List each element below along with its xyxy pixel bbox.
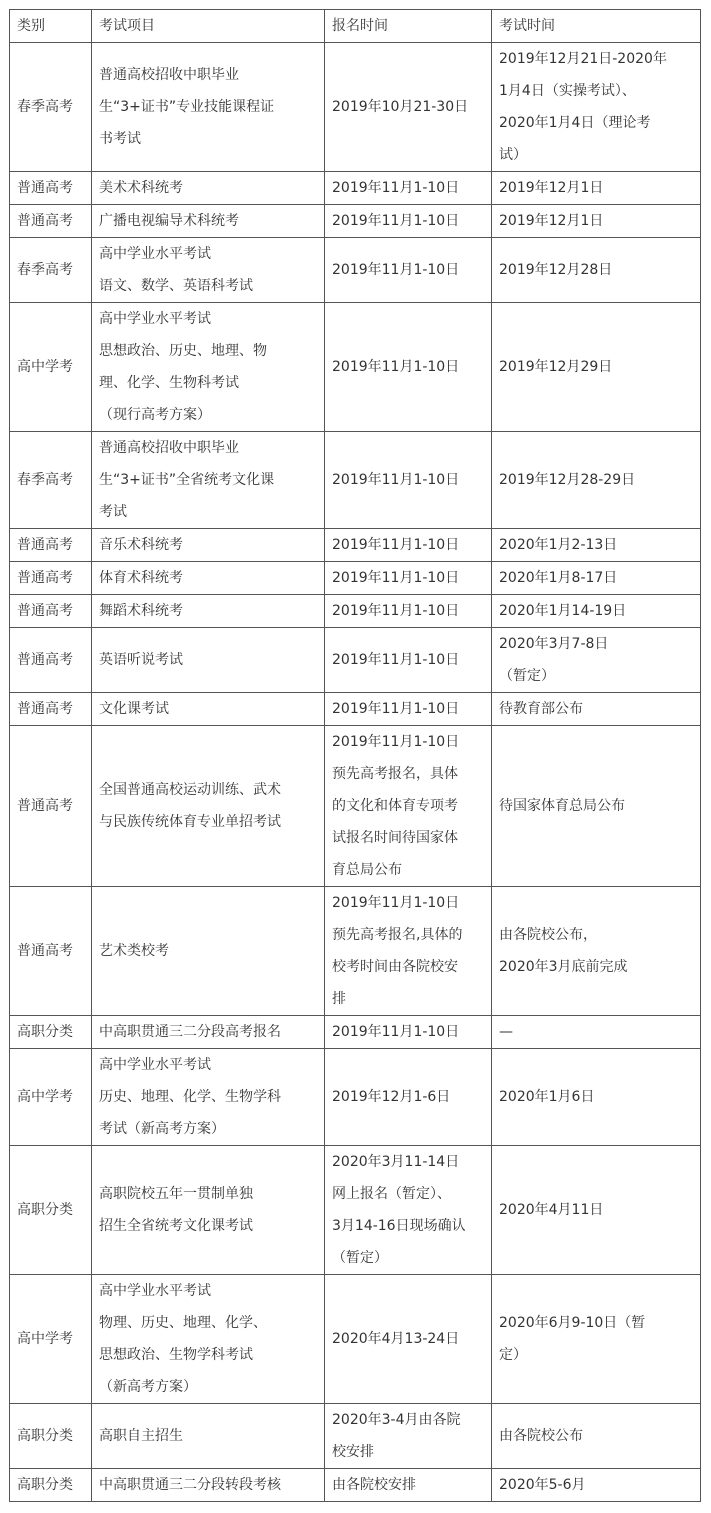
cell-category: 高职分类 (10, 1016, 92, 1049)
cell-exam: 2020年1月14-19日 (492, 595, 701, 628)
cell-category: 普通高考 (10, 172, 92, 205)
cell-registration: 2019年11月1-10日 (325, 1016, 492, 1049)
cell-registration: 2019年11月1-10日 (325, 205, 492, 238)
cell-registration: 2019年11月1-10日 (325, 238, 492, 303)
cell-item: 美术术科统考 (92, 172, 325, 205)
cell-registration: 2019年11月1-10日 (325, 432, 492, 529)
cell-registration: 2020年3-4月由各院 校安排 (325, 1404, 492, 1469)
cell-item: 文化课考试 (92, 693, 325, 726)
cell-registration: 2020年4月13-24日 (325, 1275, 492, 1404)
cell-item: 英语听说考试 (92, 628, 325, 693)
cell-registration: 2019年11月1-10日 (325, 562, 492, 595)
cell-category: 普通高考 (10, 887, 92, 1016)
cell-item: 普通高校招收中职毕业 生“3+证书”专业技能课程证 书考试 (92, 43, 325, 172)
table-row (10, 693, 701, 726)
header-row (10, 10, 701, 43)
cell-exam: 由各院校公布 (492, 1404, 701, 1469)
cell-registration: 2019年11月1-10日 (325, 303, 492, 432)
table-row (10, 1469, 701, 1502)
header-category: 类别 (10, 10, 92, 43)
cell-item: 高中学业水平考试 物理、历史、地理、化学、 思想政治、生物学科考试 （新高考方案） (92, 1275, 325, 1404)
table-row (10, 628, 701, 693)
cell-registration: 2019年11月1-10日 预先高考报名，具体 的文化和体育专项考 试报名时间待国家体 育总局公布 (325, 726, 492, 887)
cell-category: 春季高考 (10, 238, 92, 303)
cell-exam: 2020年1月6日 (492, 1049, 701, 1146)
table-row (10, 432, 701, 529)
cell-registration: 2020年3月11-14日 网上报名（暂定）、 3月14-16日现场确认 （暂定） (325, 1146, 492, 1275)
cell-exam: 2019年12月1日 (492, 205, 701, 238)
cell-item: 全国普通高校运动训练、武术 与民族传统体育专业单招考试 (92, 726, 325, 887)
cell-category: 普通高考 (10, 595, 92, 628)
cell-registration: 2019年12月1-6日 (325, 1049, 492, 1146)
cell-item: 艺术类校考 (92, 887, 325, 1016)
cell-registration: 2019年11月1-10日 (325, 693, 492, 726)
exam-schedule-table (9, 9, 701, 1502)
table-row (10, 595, 701, 628)
table-row (10, 1275, 701, 1404)
cell-registration: 2019年10月21-30日 (325, 43, 492, 172)
cell-exam: 2020年6月9-10日（暂 定） (492, 1275, 701, 1404)
cell-category: 高职分类 (10, 1469, 92, 1502)
table-row (10, 887, 701, 1016)
cell-category: 高职分类 (10, 1404, 92, 1469)
cell-registration: 2019年11月1-10日 (325, 628, 492, 693)
header-registration-time: 报名时间 (325, 10, 492, 43)
cell-registration: 2019年11月1-10日 (325, 172, 492, 205)
header-item: 考试项目 (92, 10, 325, 43)
cell-registration: 2019年11月1-10日 (325, 595, 492, 628)
cell-registration: 2019年11月1-10日 (325, 529, 492, 562)
cell-item: 高职自主招生 (92, 1404, 325, 1469)
table-row (10, 1016, 701, 1049)
cell-exam: 2020年3月7-8日 （暂定） (492, 628, 701, 693)
cell-item: 中高职贯通三二分段转段考核 (92, 1469, 325, 1502)
cell-category: 普通高考 (10, 628, 92, 693)
cell-exam: 2020年1月2-13日 (492, 529, 701, 562)
cell-category: 高中学考 (10, 1049, 92, 1146)
cell-exam: 2019年12月28日 (492, 238, 701, 303)
table-row (10, 726, 701, 887)
cell-exam: — (492, 1016, 701, 1049)
cell-exam: 待教育部公布 (492, 693, 701, 726)
cell-item: 高中学业水平考试 历史、地理、化学、生物学科 考试（新高考方案） (92, 1049, 325, 1146)
cell-item: 广播电视编导术科统考 (92, 205, 325, 238)
table-row (10, 1404, 701, 1469)
table-row (10, 529, 701, 562)
cell-category: 高中学考 (10, 303, 92, 432)
cell-registration: 2019年11月1-10日 预先高考报名,具体的 校考时间由各院校安 排 (325, 887, 492, 1016)
cell-exam: 2019年12月28-29日 (492, 432, 701, 529)
table-row (10, 1049, 701, 1146)
cell-item: 普通高校招收中职毕业 生“3+证书”全省统考文化课 考试 (92, 432, 325, 529)
table-row (10, 43, 701, 172)
cell-category: 普通高考 (10, 726, 92, 887)
cell-category: 普通高考 (10, 205, 92, 238)
cell-category: 高中学考 (10, 1275, 92, 1404)
cell-item: 体育术科统考 (92, 562, 325, 595)
header-exam-time: 考试时间 (492, 10, 701, 43)
cell-item: 中高职贯通三二分段高考报名 (92, 1016, 325, 1049)
cell-item: 高中学业水平考试 语文、数学、英语科考试 (92, 238, 325, 303)
cell-category: 普通高考 (10, 529, 92, 562)
table-row (10, 205, 701, 238)
cell-registration: 由各院校安排 (325, 1469, 492, 1502)
cell-exam: 由各院校公布， 2020年3月底前完成 (492, 887, 701, 1016)
cell-exam: 2019年12月1日 (492, 172, 701, 205)
cell-exam: 2020年5-6月 (492, 1469, 701, 1502)
cell-exam: 2019年12月21日-2020年 1月4日（实操考试）、 2020年1月4日（理论考 试） (492, 43, 701, 172)
cell-item: 音乐术科统考 (92, 529, 325, 562)
cell-exam: 2020年4月11日 (492, 1146, 701, 1275)
cell-exam: 2019年12月29日 (492, 303, 701, 432)
cell-category: 春季高考 (10, 432, 92, 529)
table-row (10, 238, 701, 303)
cell-category: 普通高考 (10, 693, 92, 726)
cell-category: 春季高考 (10, 43, 92, 172)
table-row (10, 1146, 701, 1275)
table-row (10, 172, 701, 205)
cell-category: 普通高考 (10, 562, 92, 595)
cell-exam: 2020年1月8-17日 (492, 562, 701, 595)
table-row (10, 562, 701, 595)
table-row (10, 303, 701, 432)
cell-item: 高中学业水平考试 思想政治、历史、地理、物 理、化学、生物科考试 （现行高考方案） (92, 303, 325, 432)
cell-item: 舞蹈术科统考 (92, 595, 325, 628)
cell-category: 高职分类 (10, 1146, 92, 1275)
cell-exam: 待国家体育总局公布 (492, 726, 701, 887)
cell-item: 高职院校五年一贯制单独 招生全省统考文化课考试 (92, 1146, 325, 1275)
